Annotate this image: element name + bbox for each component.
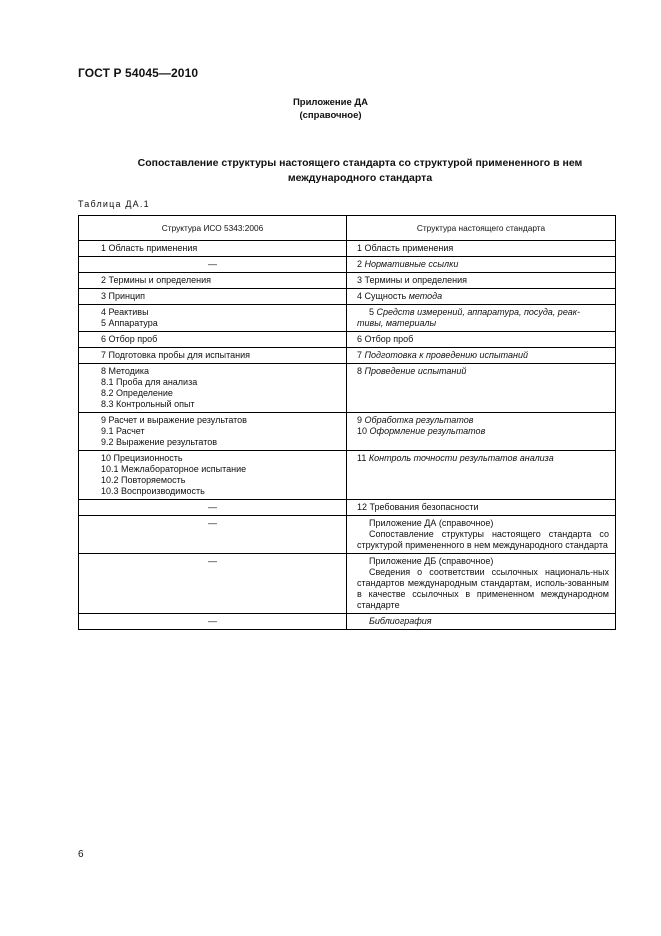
cell-text-para: Сведения о соответствии ссылочных националь-ных стандартов международным стандартам, исполь-зованным в качестве ссылочных в примененном международном стандарте [357,567,609,610]
gost-cell [347,364,616,413]
cell-text: тивы, материалы [357,318,437,328]
document-code: ГОСТ Р 54045—2010 [78,66,199,80]
iso-cell [79,348,347,364]
cell-text: 7 Подготовка пробы для испытания [101,350,251,360]
table-row [79,257,616,273]
cell-text: 10 Прецизионность [101,453,183,463]
iso-cell [79,516,347,554]
annex-title: Приложение ДА [292,97,369,108]
table-row [79,500,616,516]
gost-cell [347,500,616,516]
cell-text: 1 Область применения [101,243,198,253]
cell-text: 2 [357,259,365,269]
page-number: 6 [78,849,84,860]
table-row [79,289,616,305]
cell-text: — [208,616,217,626]
cell-text: 8.1 Проба для анализа [101,377,198,387]
cell-text: Приложение ДБ (справочное) [369,556,494,566]
gost-cell [347,451,616,500]
cell-text: — [208,502,217,512]
comparison-table [78,215,616,630]
gost-cell [347,516,616,554]
cell-text: Приложение ДА (справочное) [369,518,494,528]
cell-text: 3 Принцип [101,291,146,301]
cell-text-italic: Нормативные ссылки [364,259,459,269]
iso-cell [79,614,347,630]
cell-text: 5 Аппаратура [101,318,158,328]
cell-text: 5 Средств измерений, аппаратура, посуда, реак- [369,307,580,317]
gost-cell [347,305,616,332]
iso-cell [79,273,347,289]
table-header-row [79,216,616,241]
cell-text: 1 Область применения [357,243,454,253]
cell-text: 10 Оформление результатов [357,426,486,436]
cell-text: 9.2 Выражение результатов [101,437,218,447]
table-row [79,348,616,364]
table-label: Таблица ДА.1 [78,199,150,209]
cell-text: Библиография [369,616,432,626]
cell-text: 6 Отбор проб [357,334,414,344]
cell-text: 10.2 Повторяемость [101,475,186,485]
cell-text: 8 Проведение испытаний [357,366,467,376]
cell-text [357,567,609,611]
column-header-gost: Структура настоящего стандарта [347,216,616,241]
iso-cell [79,332,347,348]
cell-text: 11 Контроль точности результатов анализа [357,453,554,463]
iso-cell [79,554,347,614]
cell-text: 10.3 Воспроизводимость [101,486,205,496]
cell-text: 8.3 Контрольный опыт [101,399,195,409]
gost-cell [347,614,616,630]
iso-cell [79,413,347,451]
cell-text: 4 Реактивы [101,307,149,317]
iso-cell [79,257,347,273]
page-title [60,156,660,186]
cell-text: 12 Требования безопасности [357,502,479,512]
cell-text: 6 Отбор проб [101,334,158,344]
cell-text: 8.2 Определение [101,388,173,398]
cell-text: — [208,556,217,566]
gost-cell [347,554,616,614]
iso-cell [79,241,347,257]
cell-text: 2 Термины и определения [101,275,211,285]
cell-text: 3 Термины и определения [357,275,467,285]
table-row [79,332,616,348]
cell-text: — [208,518,217,528]
page-title-line: международного стандарта [287,172,433,184]
cell-text: 9 Обработка результатов [357,415,474,425]
gost-cell [347,332,616,348]
cell-text: 9.1 Расчет [101,426,145,436]
cell-text: 8 Методика [101,366,150,376]
table-row [79,241,616,257]
cell-text: 4 Сущность метода [357,291,443,301]
gost-cell [347,413,616,451]
column-header-iso: Структура ИСО 5343:2006 [79,216,347,241]
table-row [79,451,616,500]
gost-cell [347,348,616,364]
annex-heading [0,96,661,122]
table-row [79,273,616,289]
table-row [79,614,616,630]
cell-text: — [208,259,217,269]
table-row [79,413,616,451]
table-row [79,305,616,332]
cell-text [357,529,609,551]
gost-cell [347,273,616,289]
iso-cell [79,500,347,516]
iso-cell [79,305,347,332]
gost-cell [347,257,616,273]
page-title-line: Сопоставление структуры настоящего стандарта со структурой примененного в нем [137,157,583,169]
iso-cell [79,451,347,500]
annex-subtitle: (справочное) [299,110,362,121]
iso-cell [79,364,347,413]
gost-cell [347,289,616,305]
iso-cell [79,289,347,305]
cell-text-para: Сопоставление структуры настоящего стандарта со структурой примененного в нем международного стандарта [357,529,609,550]
cell-text: 10.1 Межлабораторное испытание [101,464,247,474]
gost-cell [347,241,616,257]
table-row [79,364,616,413]
cell-text: 7 Подготовка к проведению испытаний [357,350,528,360]
table-row [79,554,616,614]
table-row [79,516,616,554]
cell-text: 9 Расчет и выражение результатов [101,415,247,425]
